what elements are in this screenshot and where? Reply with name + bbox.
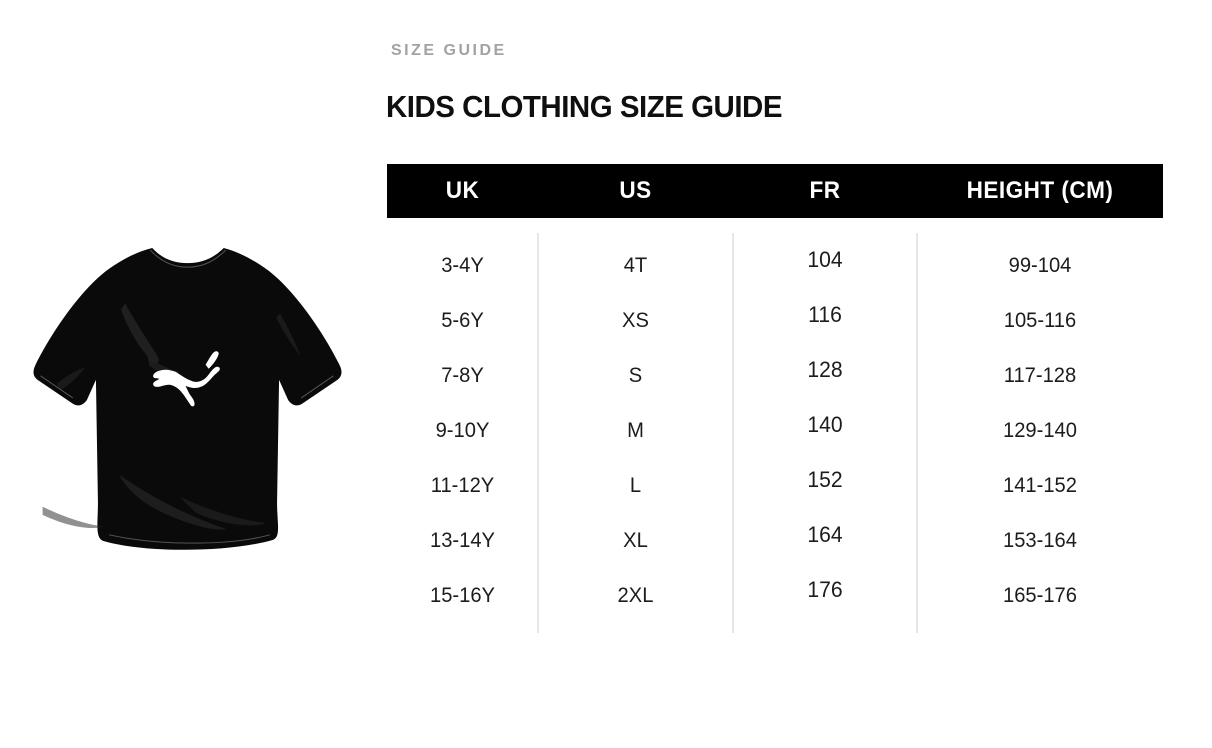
table-cell: 2XL xyxy=(617,583,654,607)
product-image-black-tshirt xyxy=(28,243,346,565)
table-cell: 13-14Y xyxy=(429,528,496,552)
table-cell: 99-104 xyxy=(1008,253,1072,277)
table-row xyxy=(387,458,1163,513)
table-row xyxy=(387,568,1163,623)
table-cell: 164 xyxy=(807,521,843,547)
table-cell: 140 xyxy=(807,411,843,437)
column-divider xyxy=(916,233,918,633)
table-cell: 11-12Y xyxy=(430,473,495,497)
eyebrow-label: SIZE GUIDE xyxy=(391,42,507,59)
table-cell: 152 xyxy=(807,466,843,492)
table-cell: 117-128 xyxy=(1003,363,1077,387)
table-cell: 15-16Y xyxy=(429,583,496,607)
column-header-height-cm-: HEIGHT (CM) xyxy=(966,177,1114,204)
table-cell: S xyxy=(628,363,643,387)
table-cell: 9-10Y xyxy=(435,418,490,442)
table-cell: 7-8Y xyxy=(441,363,484,387)
table-cell: 141-152 xyxy=(1002,473,1077,497)
table-cell: XL xyxy=(623,528,648,552)
table-row xyxy=(387,348,1163,403)
column-divider xyxy=(732,233,734,633)
table-row xyxy=(387,403,1163,458)
size-guide-table xyxy=(387,164,1163,623)
page-title: KIDS CLOTHING SIZE GUIDE xyxy=(386,89,783,124)
table-cell: M xyxy=(627,418,644,442)
table-cell: 116 xyxy=(808,301,842,327)
table-cell: L xyxy=(629,473,642,497)
table-row xyxy=(387,238,1163,293)
table-cell: 176 xyxy=(807,576,843,602)
size-table-body xyxy=(387,218,1163,623)
table-cell: 165-176 xyxy=(1002,583,1077,607)
table-cell: 128 xyxy=(807,356,843,382)
table-cell: 153-164 xyxy=(1002,528,1077,552)
table-cell: 105-116 xyxy=(1003,308,1077,332)
column-header-us: US xyxy=(619,177,652,204)
table-cell: 104 xyxy=(807,246,843,272)
size-table-header-row xyxy=(387,164,1163,218)
table-cell: XS xyxy=(622,308,649,332)
column-header-uk: UK xyxy=(445,177,480,204)
table-row xyxy=(387,293,1163,348)
column-header-fr: FR xyxy=(809,177,841,204)
table-cell: 129-140 xyxy=(1002,418,1077,442)
column-divider xyxy=(537,233,539,633)
table-row xyxy=(387,513,1163,568)
table-cell: 3-4Y xyxy=(441,253,484,277)
tshirt-illustration xyxy=(28,243,346,565)
table-cell: 4T xyxy=(623,253,648,277)
table-cell: 5-6Y xyxy=(441,308,484,332)
